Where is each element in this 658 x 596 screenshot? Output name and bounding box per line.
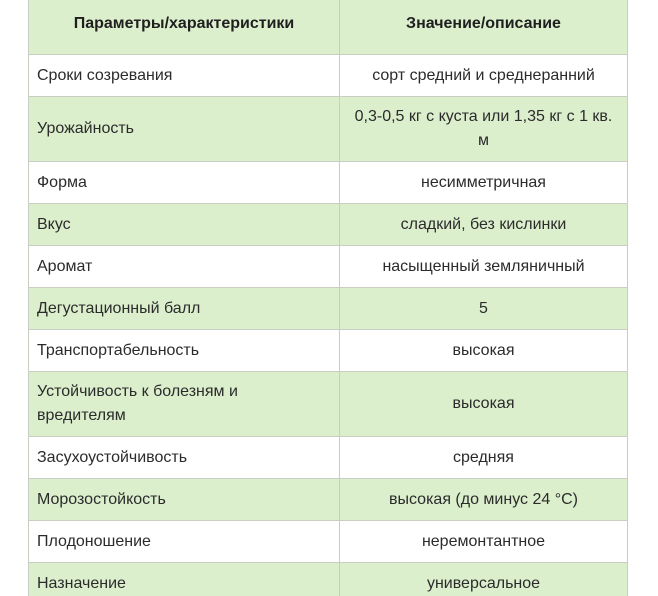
- param-cell: Морозостойкость: [29, 479, 340, 521]
- table-row: [29, 246, 628, 288]
- value-cell: сладкий, без кислинки: [340, 204, 628, 246]
- param-cell: Урожайность: [29, 97, 340, 162]
- table-row: [29, 437, 628, 479]
- table-row: [29, 563, 628, 596]
- param-cell: Транспортабельность: [29, 330, 340, 372]
- value-cell: высокая (до минус 24 °C): [340, 479, 628, 521]
- table-row: [29, 97, 628, 162]
- table-row: [29, 521, 628, 563]
- value-cell: универсальное: [340, 563, 628, 596]
- param-cell: Вкус: [29, 204, 340, 246]
- value-cell: средняя: [340, 437, 628, 479]
- value-cell: 0,3-0,5 кг с куста или 1,35 кг с 1 кв. м: [340, 97, 628, 162]
- value-cell: высокая: [340, 372, 628, 437]
- characteristics-table: [28, 0, 628, 596]
- header-value: Значение/описание: [340, 0, 628, 55]
- table-row: [29, 372, 628, 437]
- value-cell: насыщенный земляничный: [340, 246, 628, 288]
- value-cell: несимметричная: [340, 162, 628, 204]
- param-cell: Форма: [29, 162, 340, 204]
- value-cell: неремонтантное: [340, 521, 628, 563]
- param-cell: Устойчивость к болезням и вредителям: [29, 372, 340, 437]
- table-row: [29, 204, 628, 246]
- table-row: [29, 330, 628, 372]
- table-header-row: [29, 0, 628, 55]
- param-cell: Аромат: [29, 246, 340, 288]
- param-cell: Дегустационный балл: [29, 288, 340, 330]
- table-row: [29, 288, 628, 330]
- value-cell: сорт средний и среднеранний: [340, 55, 628, 97]
- param-cell: Засухоустойчивость: [29, 437, 340, 479]
- table-row: [29, 55, 628, 97]
- table-row: [29, 479, 628, 521]
- header-parameters: Параметры/характеристики: [29, 0, 340, 55]
- value-cell: высокая: [340, 330, 628, 372]
- param-cell: Сроки созревания: [29, 55, 340, 97]
- param-cell: Назначение: [29, 563, 340, 596]
- value-cell: 5: [340, 288, 628, 330]
- param-cell: Плодоношение: [29, 521, 340, 563]
- table-row: [29, 162, 628, 204]
